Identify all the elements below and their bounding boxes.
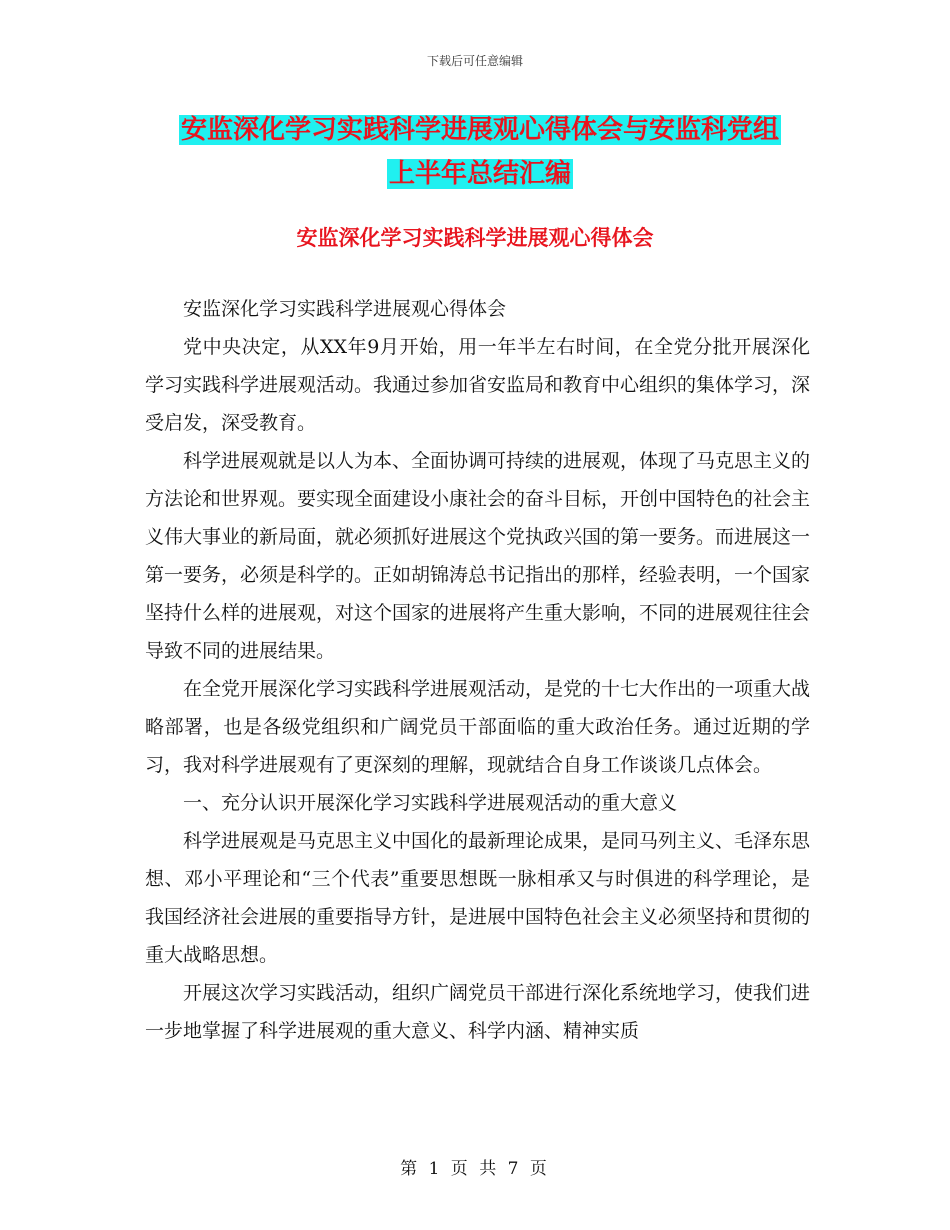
document-body [145,290,810,1050]
paragraph: 党中央决定，从XX年9月开始，用一年半左右时间，在全党分批开展深化学习实践科学进展观活动。我通过参加省安监局和教育中心组织的集体学习，深受启发，深受教育。 [145,336,811,434]
title-line-1: 安监深化学习实践科学进展观心得体会与安监科党组 [180,115,779,145]
paragraph: 一、充分认识开展深化学习实践科学进展观活动的重大意义 [183,792,678,814]
section-title: 安监深化学习实践科学进展观心得体会 [296,226,654,250]
document-title [150,108,810,196]
paragraph: 开展这次学习实践活动，组织广阔党员干部进行深化系统地学习，使我们进一步地掌握了科学进展观的重大意义、科学内涵、精神实质 [145,982,811,1042]
paragraph: 安监深化学习实践科学进展观心得体会 [183,298,507,320]
header-note: 下载后可任意编辑 [426,54,523,68]
title-line-2: 上半年总结汇编 [388,159,571,189]
page-number: 第 1 页 共 7 页 [400,1159,550,1179]
paragraph: 在全党开展深化学习实践科学进展观活动，是党的十七大作出的一项重大战略部署，也是各级党组织和广阔党员干部面临的重大政治任务。通过近期的学习，我对科学进展观有了更深刻的理解，现就结合自身工作谈谈几点体会。 [145,678,811,776]
paragraph: 科学进展观是马克思主义中国化的最新理论成果，是同马列主义、毛泽东思想、邓小平理论和“三个代表”重要思想既一脉相承又与时俱进的科学理论，是我国经济社会进展的重要指导方针，是进展中国特色社会主义必须坚持和贯彻的重大战略思想。 [145,830,811,966]
paragraph: 科学进展观就是以人为本、全面协调可持续的进展观，体现了马克思主义的方法论和世界观。要实现全面建设小康社会的奋斗目标，开创中国特色的社会主义伟大事业的新局面，就必须抓好进展这个党执政兴国的第一要务。而进展这一第一要务，必须是科学的。正如胡锦涛总书记指出的那样，经验表明，一个国家坚持什么样的进展观，对这个国家的进展将产生重大影响，不同的进展观往往会导致不同的进展结果。 [145,450,811,662]
